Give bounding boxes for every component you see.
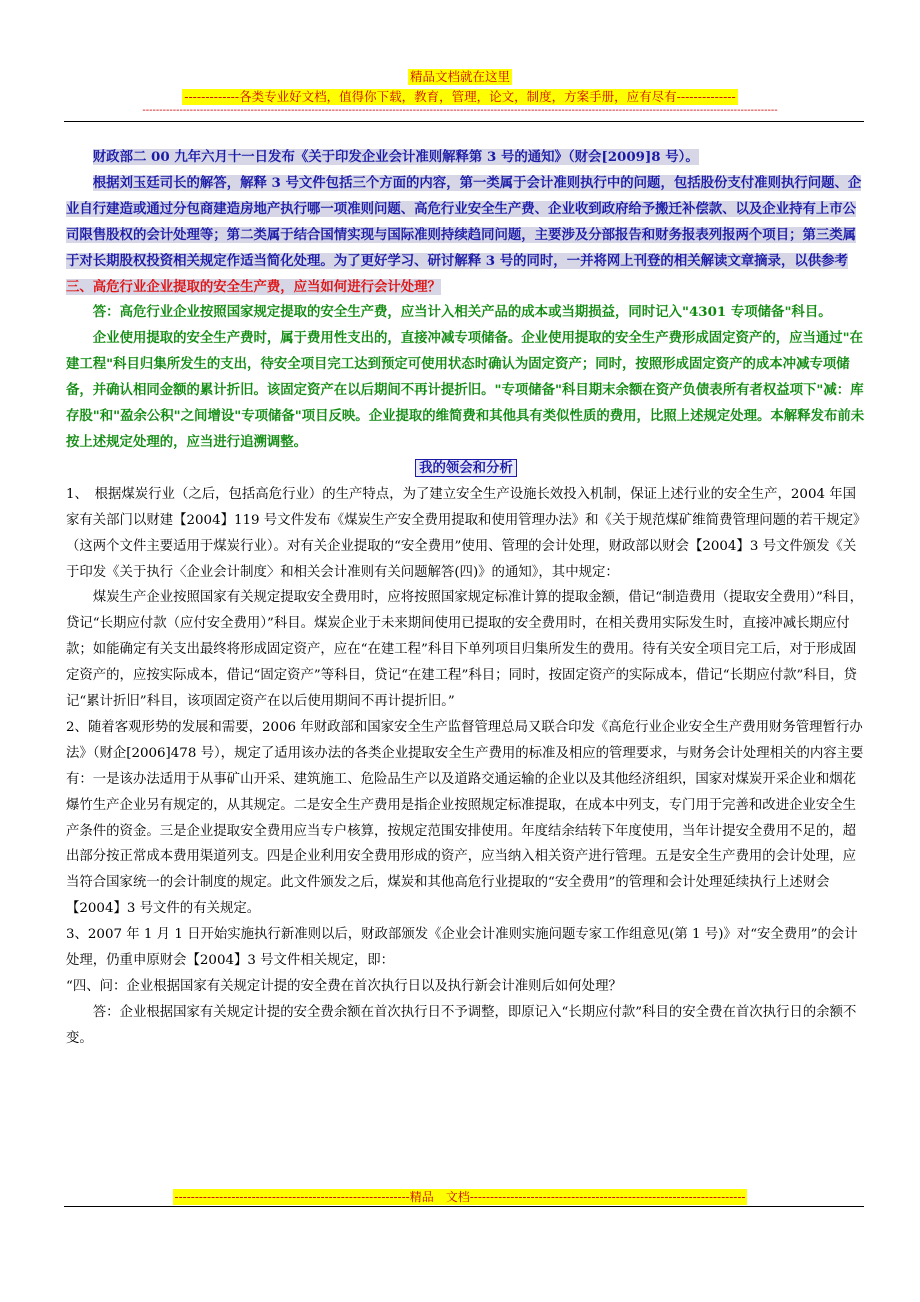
question-heading: 三、高危行业企业提取的安全生产费，应当如何进行会计处理？ bbox=[66, 278, 441, 295]
analysis-answer: 答：企业根据国家有关规定计提的安全费余额在首次执行日不予调整，即原记入“长期应付款”科目的安全费在首次执行日的余额不变。 bbox=[66, 1004, 857, 1046]
document-body bbox=[66, 145, 866, 1052]
header-line-1 bbox=[0, 66, 920, 85]
analysis-paragraph-3: 3、2007 年 1 月 1 日开始实施执行新准则以后，财政部颁发《企业会计准则实施问题专家工作组意见(第 1 号)》对“安全费用”的会计处理，仍重申原财会【2004】3 号文件相关规定，即： bbox=[66, 927, 858, 969]
header-rule bbox=[64, 121, 864, 122]
intro-summary: 根据刘玉廷司长的解答，解释 3 号文件包括三个方面的内容，第一类属于会计准则执行中的问题，包括股份支付准则执行问题、企业自行建造或通过分包商建造房地产执行哪一项准则问题、高危行业安全生产费、企业收到政府给予搬迁补偿款、以及企业持有上市公司限售股权的会计处理等；第二类属于结合国情实现与国际准则持续趋同问题，主要涉及分部报告和财务报表列报两个项目；第三类属于对长期股权投资相关规定作适当简化处理。为了更好学习、研讨解释 3 号的同时，一并将网上刊登的相关解读文章摘录，以供参考 bbox=[66, 174, 862, 269]
analysis-paragraph-1: 1、 根据煤炭行业（之后，包括高危行业）的生产特点，为了建立安全生产设施长效投入机制，保证上述行业的安全生产，2004 年国家有关部门以财建【2004】119 号文件发布《煤炭生产安全费用提取和使用管理办法》和《关于规范煤矿维简费管理问题的若干规定》（这两个文件主要适用于煤炭行业）。对有关企业提取的“安全费用”使用、管理的会计处理，财政部以财会【2004】3 号文件颁发《关于印发《关于执行〈企业会计制度〉和相关会计准则有关问题解答(四)》的通知》，其中规定： bbox=[66, 486, 860, 580]
analysis-paragraph-2: 2、随着客观形势的发展和需要，2006 年财政部和国家安全生产监督管理总局又联合印发《高危行业企业安全生产费用财务管理暂行办法》（财企[2006]478 号），规定了适用该办法的各类企业提取安全生产费用的标准及相应的管理要求，与财务会计处理相关的内容主要有：一是该办法适用于从事矿山开采、建筑施工、危险品生产以及道路交通运输的企业以及其他经济组织，国家对煤炭开采企业和烟花爆竹生产企业另有规定的，从其规定。二是安全生产费用是指企业按照规定标准提取，在成本中列支，专门用于完善和改进企业安全生产条件的资金。三是企业提取安全费用应当专户核算，按规定范围安排使用。年度结余结转下年度使用，当年计提安全费用不足的，超出部分按正常成本费用渠道列支。四是企业利用安全费用形成的资产，应当纳入相关资产进行管理。五是安全生产费用的会计处理，应当符合国家统一的会计制度的规定。此文件颁发之后，煤炭和其他高危行业提取的“安全费用”的管理和会计处理延续执行上述财会【2004】3 号文件的有关规定。 bbox=[66, 719, 864, 917]
footer bbox=[0, 1186, 920, 1205]
header-title: 精品文档就在这里 bbox=[409, 69, 510, 84]
analysis-quote-1: 煤炭生产企业按照国家有关规定提取安全费用时，应将按照国家规定标准计算的提取金额，借记“制造费用（提取安全费用）”科目，贷记“长期应付款（应付安全费用）”科目。煤炭企业于未来期间使用已提取的安全费用时，在相关费用实际发生时，直接冲减长期应付款；如能确定有关支出最终将形成固定资产，应在“在建工程”科目下单列项目归集所发生的费用。待有关安全项目完工后，对于形成固定资产的，应按实际成本，借记“固定资产”等科目，贷记“在建工程”科目；同时，按固定资产的实际成本，借记“长期应付款”科目，贷记“累计折旧”科目，该项固定资产在以后使用期间不再计提折旧。” bbox=[66, 590, 864, 710]
analysis-question: “四、问：企业根据国家有关规定计提的安全费在首次执行日以及执行新会计准则后如何处理？ bbox=[66, 979, 622, 994]
header-line-2 bbox=[0, 86, 920, 105]
footer-text: ----------------------------------------------------------精品 文档-------------------------------------------------------------------- bbox=[174, 1190, 746, 1204]
header-tagline: -------------各类专业好文档，值得你下载，教育，管理，论文，制度，方案手册，应有尽有-------------- bbox=[184, 89, 736, 104]
section-title: 我的领会和分析 bbox=[66, 456, 866, 482]
footer-rule bbox=[64, 1206, 864, 1207]
intro-announcement: 财政部二 00 九年六月十一日发布《关于印发企业会计准则解释第 3 号的通知》（财会[2009]8 号）。 bbox=[92, 149, 699, 165]
answer-paragraph-2: 企业使用提取的安全生产费时，属于费用性支出的，直接冲减专项储备。企业使用提取的安全生产费形成固定资产的，应当通过"在建工程"科目归集所发生的支出，待安全项目完工达到预定可使用状态时确认为固定资产；同时，按照形成固定资产的成本冲减专项储备，并确认相同金额的累计折旧。该固定资产在以后期间不再计提折旧。"专项储备"科目期末余额在资产负债表所有者权益项下"减：库存股"和"盈余公积"之间增设"专项储备"项目反映。企业提取的维简费和其他具有类似性质的费用，比照上述规定处理。本解释发布前未按上述规定处理的，应当进行追溯调整。 bbox=[66, 330, 865, 450]
header-dashes: -------------------------------------------------------------------------------------------------------------------------------------------------------------------------------------------- bbox=[142, 105, 778, 116]
answer-paragraph-1: 答：高危行业企业按照国家规定提取的安全生产费，应当计入相关产品的成本或当期损益，同时记入"4301 专项储备"科目。 bbox=[92, 304, 832, 321]
